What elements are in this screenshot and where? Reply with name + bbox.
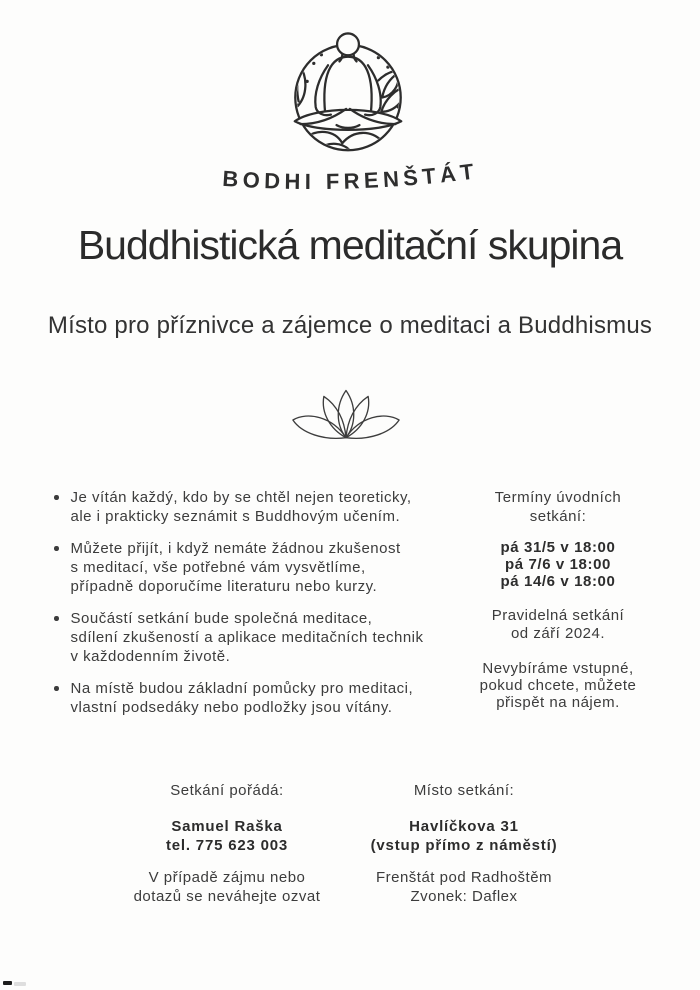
bullet-dot-icon (54, 616, 59, 621)
organizer-phone: tel. 775 623 003 (165, 837, 289, 854)
organizer-name: Samuel Raška (171, 818, 283, 835)
venue-city: Frenštát pod Radhoštěm (375, 869, 553, 886)
venue-address-note: (vstup přímo z náměstí) (370, 837, 558, 854)
bullet-line: případně doporučíme literaturu nebo kurzy. (70, 578, 378, 595)
bullet-dot-icon (54, 495, 59, 500)
schedule-heading: Termíny úvodních setkání: (494, 489, 622, 525)
schedule-dates (456, 539, 660, 590)
venue-bell: Zvonek: Daflex (410, 888, 518, 905)
about-bullet-list (54, 488, 466, 730)
brand-name-arc (113, 133, 587, 205)
organizer-note: V případě zájmu nebo dotazů se neváhejte ozvat (133, 869, 321, 905)
page-subtitle: Místo pro příznivce a zájemce o meditaci a Buddhismus (47, 312, 653, 339)
page-title: Buddhistická meditační skupina (77, 222, 623, 268)
brand-name: BODHI FRENŠTÁT (221, 158, 480, 195)
entry-fee-note: Nevybíráme vstupné, pokud chcete, můžete přispět na nájem. (479, 660, 637, 711)
session-date: pá 31/5 v 18:00 (500, 539, 616, 556)
bullet-line: Je vítán každý, kdo by se chtěl nejen teoreticky, (70, 489, 412, 506)
schedule-panel (456, 488, 660, 711)
bullet-line: vlastní podsedáky nebo podložky jsou vítány. (70, 699, 393, 716)
bullet-dot-icon (54, 686, 59, 691)
venue-block (334, 781, 594, 906)
organizer-block (97, 781, 357, 906)
bullet-line: Můžete přijít, i když nemáte žádnou zkušenost (70, 540, 401, 557)
bullet-line: v každodenním životě. (70, 648, 231, 665)
bullet-line: sdílení zkušeností a aplikace meditačních technik (70, 629, 424, 646)
list-item (54, 679, 466, 717)
list-item (54, 609, 466, 666)
session-date: pá 7/6 v 18:00 (505, 556, 611, 573)
lotus-icon (287, 382, 405, 458)
venue-address: Havlíčkova 31 (409, 818, 519, 835)
bullet-line: ale i prakticky seznámit s Buddhovým učením. (70, 508, 401, 525)
list-item (54, 488, 466, 526)
scan-artifact (3, 981, 12, 985)
bullet-line: s meditací, vše potřebné vám vysvětlíme, (70, 559, 366, 576)
bullet-line: Součástí setkání bude společná meditace, (70, 610, 373, 627)
scan-artifact (14, 982, 26, 986)
session-date: pá 14/6 v 18:00 (500, 573, 616, 590)
list-item (54, 539, 466, 596)
bullet-line: Na místě budou základní pomůcky pro meditaci, (70, 680, 414, 697)
organizer-label: Setkání pořádá: (170, 782, 284, 799)
venue-city-bell (334, 868, 594, 906)
bullet-dot-icon (54, 546, 59, 551)
regular-meetings-note: Pravidelná setkání od září 2024. (491, 607, 625, 642)
venue-label: Místo setkání: (413, 782, 515, 799)
